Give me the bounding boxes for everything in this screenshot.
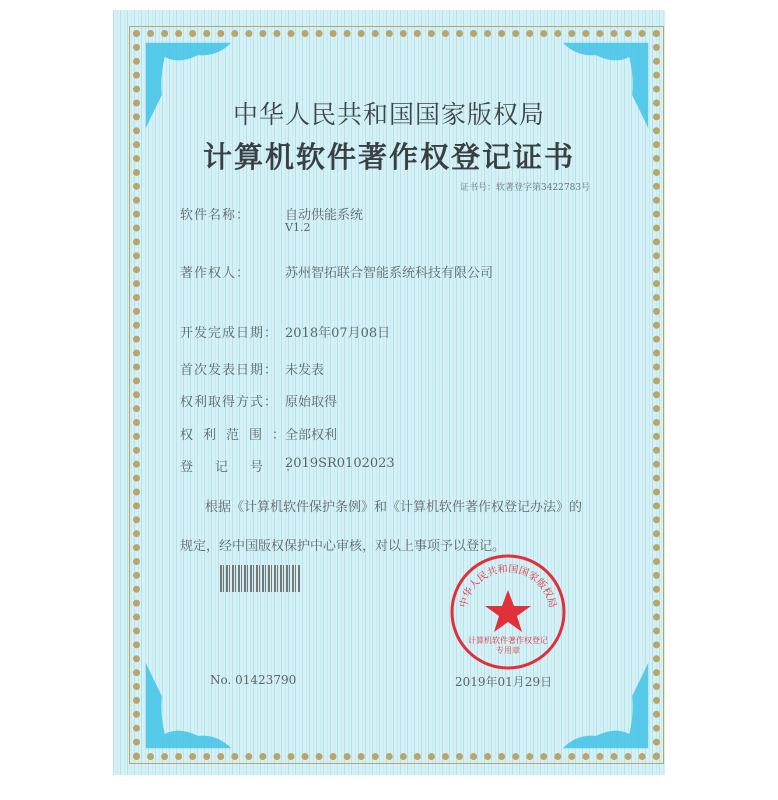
statement-line-1: 根据《计算机软件保护条例》和《计算机软件著作权登记办法》的 bbox=[205, 500, 583, 515]
official-seal bbox=[448, 552, 568, 672]
certificate-number: 证书号：软著登字第3422783号 bbox=[460, 183, 591, 193]
label-software-name: 软件名称： bbox=[180, 208, 251, 223]
value-software-version: V1.2 bbox=[285, 221, 311, 234]
label-registration-number: 登记号： bbox=[180, 460, 321, 475]
value-acquisition-method: 原始取得 bbox=[285, 395, 338, 410]
certificate-title: 计算机软件著作权登记证书 bbox=[202, 140, 575, 174]
certificate-serial: No. 01423790 bbox=[210, 673, 297, 687]
label-completion-date: 开发完成日期： bbox=[180, 326, 279, 341]
value-completion-date: 2018年07月08日 bbox=[285, 326, 391, 341]
corner-ornament-bottom-right bbox=[558, 658, 653, 753]
value-rights-scope: 全部权利 bbox=[285, 428, 338, 443]
label-copyright-owner: 著作权人： bbox=[180, 266, 251, 281]
seal-bottom-text: 计算机软件著作权登记专用章 bbox=[468, 636, 548, 655]
label-acquisition-method: 权利取得方式： bbox=[180, 395, 279, 410]
label-publication-date: 首次发表日期： bbox=[180, 363, 279, 378]
value-software-name: 自动供能系统 bbox=[285, 208, 364, 223]
seal-top-text: 中华人民共和国国家版权局 bbox=[458, 563, 558, 609]
issuer-title: 中华人民共和国国家版权局 bbox=[232, 100, 545, 129]
statement-line-2: 规定，经中国版权保护中心审核，对以上事项予以登记。 bbox=[180, 539, 506, 554]
barcode bbox=[220, 565, 300, 592]
issue-date: 2019年01月29日 bbox=[455, 675, 553, 689]
value-copyright-owner: 苏州智拓联合智能系统科技有限公司 bbox=[285, 266, 494, 281]
value-registration-number: 2019SR0102023 bbox=[285, 456, 395, 471]
value-publication-date: 未发表 bbox=[285, 363, 325, 378]
label-rights-scope: 权利范围： bbox=[180, 428, 296, 443]
